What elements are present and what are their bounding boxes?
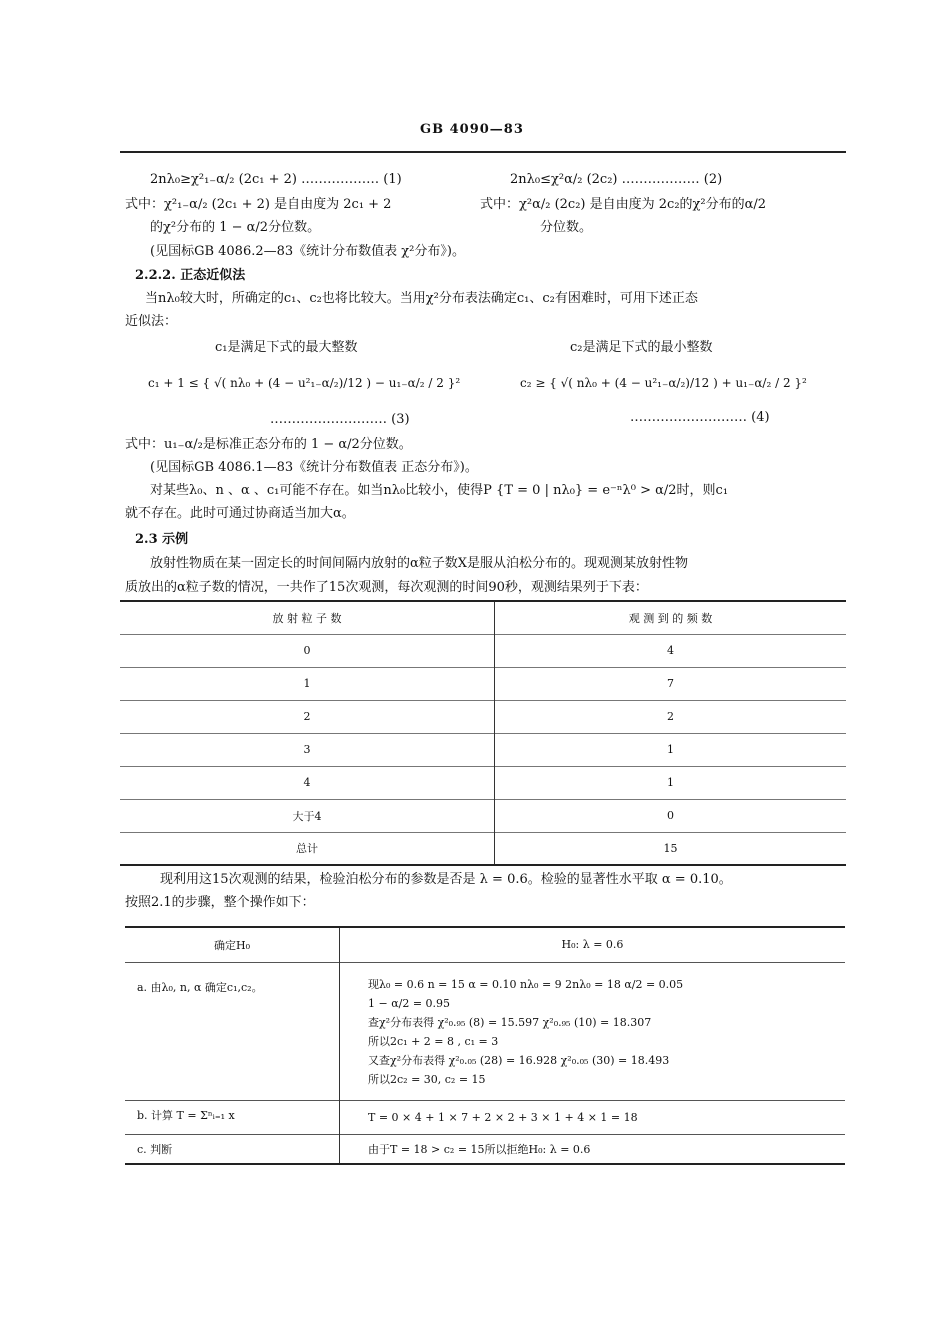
table-row	[120, 832, 846, 865]
table-header-row	[125, 927, 845, 962]
table-row	[120, 733, 846, 766]
section-2-3-heading: 2.3 示例	[135, 532, 189, 547]
table-row	[125, 1134, 845, 1164]
cell: a. 由λ₀, n, α 确定c₁,c₂。	[137, 980, 263, 994]
reference-normal: (见国标GB 4086.1—83《统计分布数值表 正态分布》)。	[150, 460, 478, 475]
cell	[340, 962, 846, 1100]
cell: 0	[303, 644, 311, 657]
cell: T = 0 × 4 + 1 × 7 + 2 × 2 + 3 × 1 + 4 × 1 = 18	[340, 1100, 846, 1134]
observation-table	[120, 600, 846, 866]
calc-line: 又查χ²分布表得 χ²₀.₀₅ (28) = 16.928 χ²₀.₀₅ (30) = 18.493	[368, 1053, 670, 1067]
table-row	[125, 962, 845, 1100]
calc-line: 现λ₀ = 0.6 n = 15 α = 0.10 nλ₀ = 9 2nλ₀ = 18 α/2 = 0.05	[368, 977, 684, 991]
cell: 确定H₀	[213, 938, 250, 952]
c1-label: c₁是满足下式的最大整数	[215, 340, 358, 355]
column-header: 放 射 粒 子 数	[272, 611, 342, 625]
calc-line: 所以2c₂ = 30, c₂ = 15	[368, 1072, 486, 1086]
paragraph: 就不存在。此时可通过协商适当加大α。	[125, 506, 355, 521]
cell: H₀: λ = 0.6	[340, 927, 846, 962]
calc-line: 1 − α/2 = 0.95	[368, 996, 451, 1010]
paragraph: 对某些λ₀、n 、α 、c₁可能不存在。如当nλ₀比较小，使得P {T = 0 | nλ₀} = e⁻ⁿλ⁰ > α/2时，则c₁	[150, 483, 729, 498]
paragraph: 当nλ₀较大时，所确定的c₁、c₂也将比较大。当用χ²分布表法确定c₁、c₂有困难时，可用下述正态	[145, 291, 698, 306]
cell: 2	[303, 710, 311, 723]
equation-2-note: 式中：χ²α/₂ (2c₂) 是自由度为 2c₂的χ²分布的α/2	[480, 197, 767, 212]
cell: 大于4	[292, 809, 322, 823]
equation-1-note: 式中：χ²₁₋α/₂ (2c₁ + 2) 是自由度为 2c₁ + 2	[125, 197, 392, 212]
paragraph: 质放出的α粒子数的情况，一共作了15次观测，每次观测的时间90秒，观测结果列于下表：	[125, 580, 648, 595]
paragraph: 按照2.1的步骤，整个操作如下：	[125, 895, 315, 910]
cell: 3	[303, 743, 311, 756]
c2-label: c₂是满足下式的最小整数	[570, 340, 713, 355]
cell: c. 判断	[137, 1142, 173, 1156]
note-u: 式中：u₁₋α/₂是标准正态分布的 1 − α/2分位数。	[125, 437, 412, 452]
column-header: 观 测 到 的 频 数	[495, 601, 847, 634]
equation-3-number: ……………………… (3)	[270, 412, 410, 427]
paragraph: 现利用这15次观测的结果，检验泊松分布的参数是否是 λ = 0.6。检验的显著性水平取 α = 0.10。	[160, 872, 732, 887]
equation-1: 2nλ₀≥χ²₁₋α/₂ (2c₁ + 2) ……………… (1)	[150, 172, 402, 187]
cell: 由于T = 18 > c₂ = 15所以拒绝H₀: λ = 0.6	[340, 1134, 846, 1164]
cell: 7	[495, 667, 847, 700]
procedure-table	[125, 926, 845, 1165]
header-rule	[120, 151, 846, 153]
cell: 1	[303, 677, 311, 690]
equation-1-note-cont: 的χ²分布的 1 − α/2分位数。	[150, 220, 321, 235]
equation-4: c₂ ≥ { √( nλ₀ + (4 − u²₁₋α/₂)/12 ) + u₁₋α/₂ / 2 }²	[520, 376, 807, 390]
reference-chi2: (见国标GB 4086.2—83《统计分布数值表 χ²分布》)。	[150, 244, 465, 259]
paragraph: 放射性物质在某一固定长的时间间隔内放射的α粒子数X是服从泊松分布的。现观测某放射性物	[150, 556, 689, 571]
cell: 总计	[296, 842, 318, 856]
section-2-2-2-heading: 2.2.2. 正态近似法	[135, 268, 246, 283]
equation-4-number: ……………………… (4)	[630, 410, 770, 425]
paragraph: 近似法：	[125, 314, 178, 329]
table-row	[120, 634, 846, 667]
equation-3: c₁ + 1 ≤ { √( nλ₀ + (4 − u²₁₋α/₂)/12 ) − u₁₋α/₂ / 2 }²	[148, 376, 461, 390]
table-row	[120, 667, 846, 700]
table-row	[125, 1100, 845, 1134]
equation-2: 2nλ₀≤χ²α/₂ (2c₂) ……………… (2)	[510, 172, 723, 187]
cell: 15	[495, 832, 847, 865]
cell: 1	[495, 733, 847, 766]
cell: 2	[495, 700, 847, 733]
calc-line: 所以2c₁ + 2 = 8 , c₁ = 3	[368, 1034, 499, 1048]
cell: 0	[495, 799, 847, 832]
cell: 1	[495, 766, 847, 799]
table-row	[120, 700, 846, 733]
table-row	[120, 766, 846, 799]
cell: 4	[303, 776, 311, 789]
calc-line: 查χ²分布表得 χ²₀.₉₅ (8) = 15.597 χ²₀.₉₅ (10) = 18.307	[368, 1015, 652, 1029]
page-header-title: GB 4090—83	[420, 122, 524, 137]
equation-2-note-cont: 分位数。	[540, 220, 593, 235]
table-header-row	[120, 601, 846, 634]
cell: 4	[495, 634, 847, 667]
table-row	[120, 799, 846, 832]
cell: b. 计算 T = Σⁿᵢ₌₁ x	[137, 1108, 235, 1122]
